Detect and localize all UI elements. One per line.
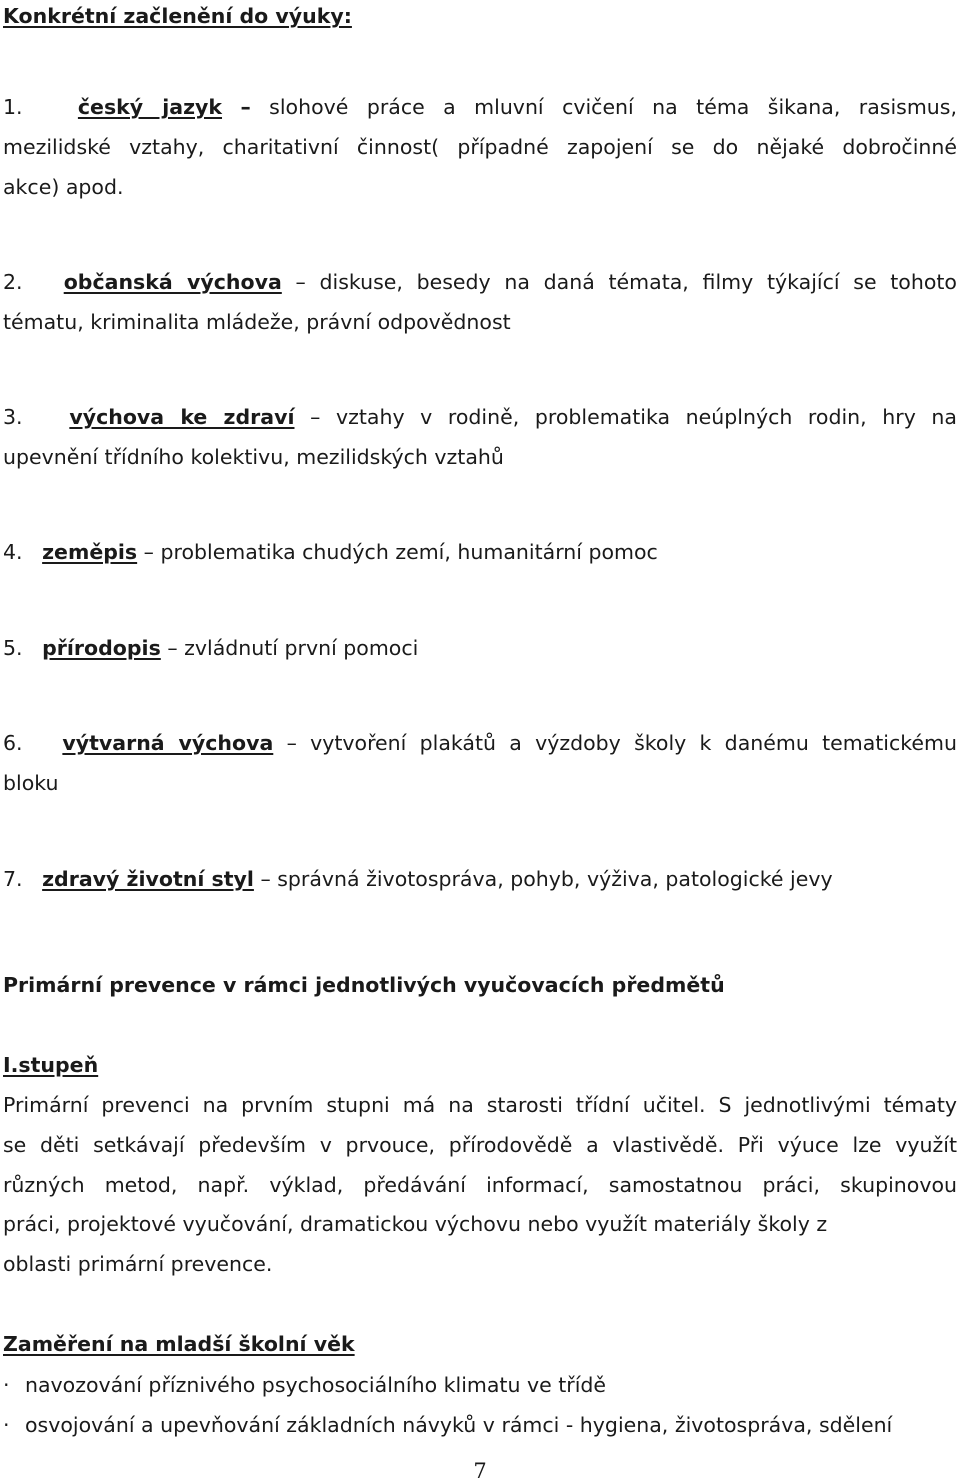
item-subject: přírodopis (42, 636, 161, 660)
list-item-3-line2: upevnění třídního kolektivu, mezilidských vztahů (3, 445, 504, 469)
item-subject: zeměpis (42, 540, 138, 564)
paragraph-line-4: práci, projektové vyučování, dramatickou výchovu nebo využít materiály školy z (3, 1212, 828, 1236)
bullet-text: navozování příznivého psychosociálního klimatu ve třídě (25, 1373, 607, 1397)
list-item-7 (3, 865, 833, 893)
item-dash: – (286, 731, 297, 755)
list-item-5 (3, 634, 418, 662)
paragraph-line-1: Primární prevenci na prvním stupni má na starosti třídní učitel. S jednotlivými tématy (3, 1093, 957, 1117)
bullet-icon: · (3, 1413, 10, 1437)
list-item-6 (3, 729, 957, 757)
item-text: zvládnutí první pomoci (184, 636, 419, 660)
item-subject: výtvarná výchova (62, 731, 274, 755)
item-text: vytvoření plakátů a výzdoby školy k danému tematickému (310, 731, 957, 755)
item-dash: – (260, 867, 271, 891)
item-dash: – (240, 95, 251, 119)
stage-title: I.stupeň (3, 1053, 99, 1077)
item-number: 3. (3, 405, 23, 429)
item-number: 1. (3, 95, 23, 119)
item-subject: výchova ke zdraví (69, 405, 295, 429)
item-dash: – (167, 636, 178, 660)
item-subject: zdravý životní styl (42, 867, 254, 891)
item-number: 6. (3, 731, 23, 755)
paragraph-line-5: oblasti primární prevence. (3, 1252, 273, 1276)
item-text: problematika chudých zemí, humanitární pomoc (160, 540, 658, 564)
paragraph-line-3: různých metod, např. výklad, předávání informací, samostatnou práci, skupinovou (3, 1173, 957, 1197)
bullet-item-2 (3, 1411, 892, 1439)
page-number: 7 (473, 1459, 487, 1483)
paragraph-line-2: se děti setkávají především v prvouce, přírodovědě a vlastivědě. Při výuce lze využít (3, 1133, 957, 1157)
item-dash: – (295, 270, 306, 294)
list-item-1-line2: mezilidské vztahy, charitativní činnost( případné zapojení se do nějaké dobročinné (3, 135, 957, 159)
item-subject: občanská výchova (63, 270, 282, 294)
item-dash: – (143, 540, 154, 564)
focus-title: Zaměření na mladší školní věk (3, 1332, 355, 1356)
item-text: slohové práce a mluvní cvičení na téma šikana, rasismus, (269, 95, 957, 119)
item-subject: český jazyk (77, 95, 223, 119)
section-title: Primární prevence v rámci jednotlivých vyučovacích předmětů (3, 973, 725, 997)
item-number: 4. (3, 540, 23, 564)
bullet-icon: · (3, 1373, 10, 1397)
heading: Konkrétní začlenění do výuky: (3, 4, 352, 28)
item-text: vztahy v rodině, problematika neúplných rodin, hry na (335, 405, 957, 429)
list-item-6-line2: bloku (3, 771, 59, 795)
list-item-2-line2: tématu, kriminalita mládeže, právní odpovědnost (3, 310, 511, 334)
list-item-4 (3, 538, 658, 566)
item-dash: – (310, 405, 321, 429)
item-number: 5. (3, 636, 23, 660)
item-text: diskuse, besedy na daná témata, filmy týkající se tohoto (319, 270, 957, 294)
list-item-2 (3, 268, 957, 296)
item-number: 2. (3, 270, 23, 294)
item-number: 7. (3, 867, 23, 891)
item-text: správná životospráva, pohyb, výživa, patologické jevy (277, 867, 833, 891)
bullet-item-1 (3, 1371, 606, 1399)
list-item-1 (3, 93, 957, 121)
list-item-3 (3, 403, 957, 431)
bullet-text: osvojování a upevňování základních návyků v rámci - hygiena, životospráva, sdělení (25, 1413, 893, 1437)
list-item-1-line3: akce) apod. (3, 175, 124, 199)
